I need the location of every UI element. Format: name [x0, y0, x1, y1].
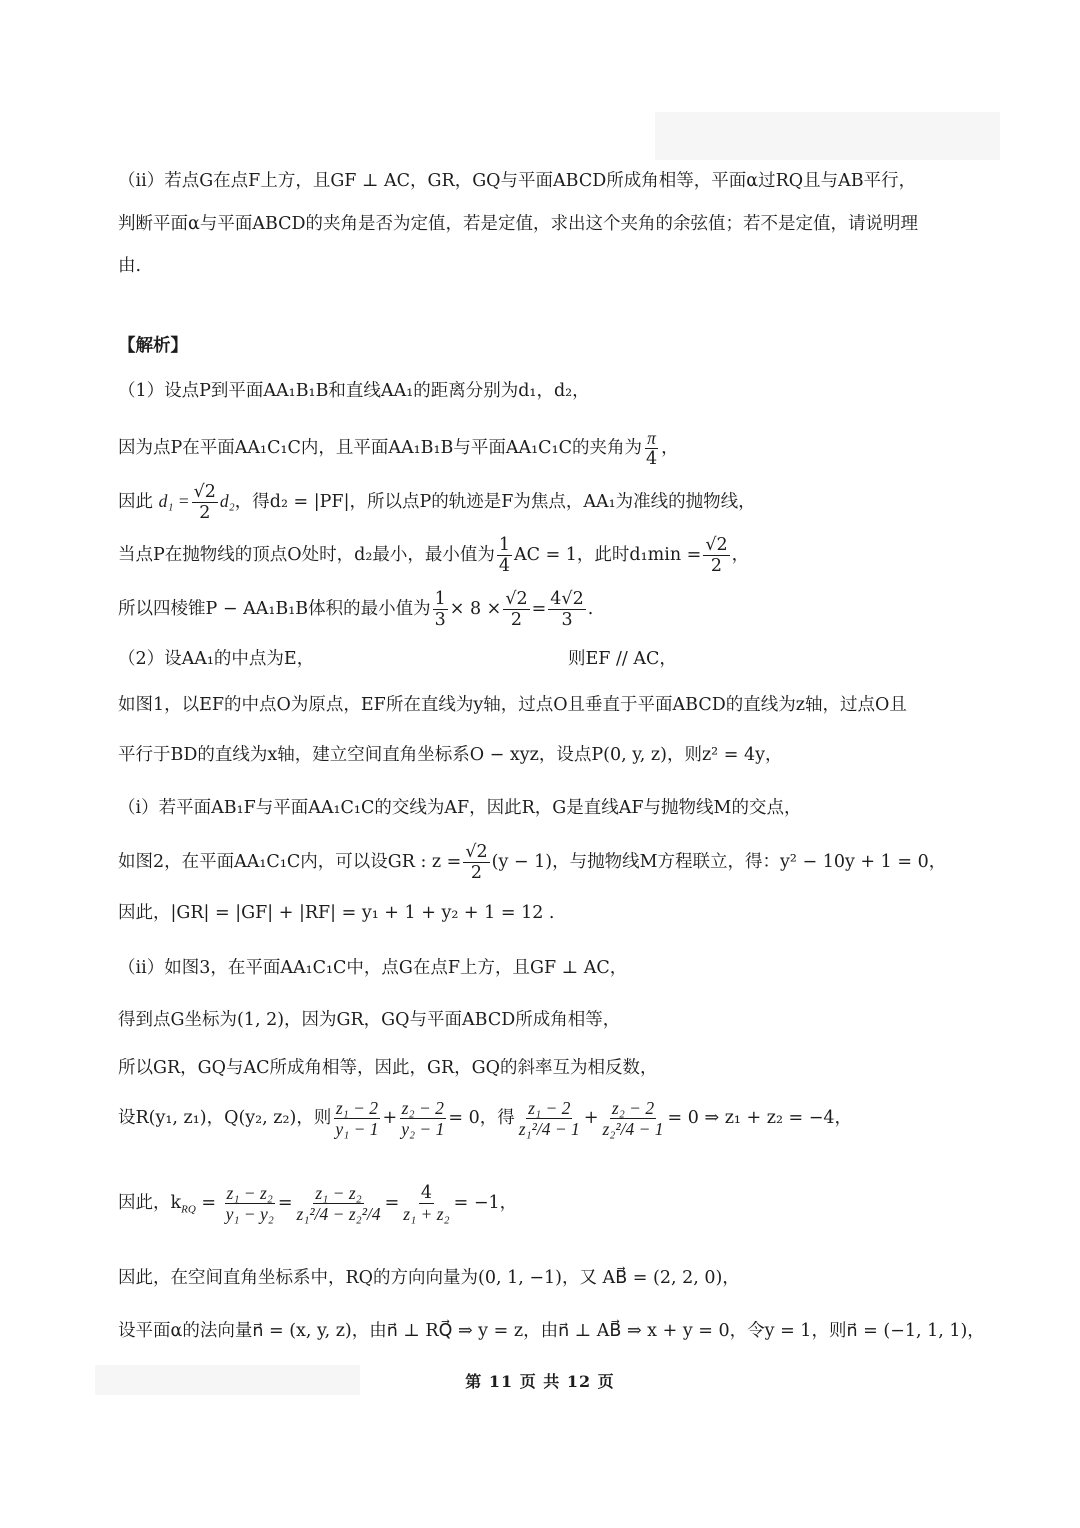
solution-line-15: 设R(y₁, z₁)，Q(y₂, z₂)，则 $\frac{\text{z₁ − 2}}{\text{y₁ − 1}}$ + $\frac{\text{z₂ − 2}}{\text{y₂ − 1}}$ = 0，得 $\frac{\text{z₁ − 2}}{\text{z₁²/4 − 1}}$ + $\frac{\text{z₂ − 2}}{\text{z₂²/4 − 1}}$ = 0 ⇒ z₁ + z₂ = −4， — [118, 1098, 853, 1139]
solution-line-3: 因此 d₁ = $\frac{√2}{2}$ d₂，得d₂ = |PF|，所以点P的轨迹是F为焦点，AA₁为准线的抛物线， — [118, 482, 756, 523]
solution-line-9: （i）若平面AB₁F与平面AA₁C₁C的交线为AF，因此R，G是直线AF与抛物线M的交点， — [118, 798, 802, 818]
solution-line-10: 如图2，在平面AA₁C₁C内，可以设GR : z = $\frac{√2}{2}$ (y − 1)，与抛物线M方程联立，得：y² − 10y + 1 = 0， — [118, 842, 947, 883]
solution-line-18: 设平面α的法向量n⃗ = (x, y, z)，由n⃗ ⊥ RQ⃗ ⇒ y = z，由n⃗ ⊥ AB⃗ ⇒ x + y = 0，令y = 1，则n⃗ = (−1, 1, 1)， — [118, 1321, 985, 1341]
solution-line-17: 因此，在空间直角坐标系中，RQ的方向向量为(0, 1, −1)，又 AB⃗ = (2, 2, 0)， — [118, 1268, 740, 1288]
fraction-1-over-3: $\frac{1}{3}$ — [434, 589, 446, 630]
fraction-sqrt2-over-2-d: $\frac{√2}{2}$ — [465, 842, 488, 883]
solution-heading: 【解析】 — [118, 336, 188, 356]
fraction-1-over-4: $\frac{1}{4}$ — [498, 535, 510, 576]
fraction-kRQ-2: $\frac{\text{z₁ − z₂}}{\text{z₁²/4 − z₂²/4}}$ — [296, 1183, 381, 1224]
fraction-z2m2-over-y2m1: $\frac{\text{z₂ − 2}}{\text{y₂ − 1}}$ — [401, 1098, 445, 1139]
scan-shade — [655, 112, 1000, 160]
solution-line-12: （ii）如图3，在平面AA₁C₁C中，点G在点F上方，且GF ⊥ AC， — [118, 958, 628, 978]
fraction-pi-over-4: $\frac{\pi}{4}$ — [645, 428, 658, 469]
problem-ii-line3: 由. — [118, 256, 142, 276]
fraction-kRQ-3: $\frac{4}{\text{z₁ + z₂}}$ — [403, 1183, 450, 1224]
solution-line-6b: 则EF // AC， — [568, 649, 677, 669]
solution-line-4: 当点P在抛物线的顶点O处时，d₂最小，最小值为 $\frac{1}{4}$ AC = 1，此时d₁min = $\frac{√2}{2}$ ， — [118, 535, 750, 576]
problem-ii-line1: （ii）若点G在点F上方，且GF ⊥ AC，GR，GQ与平面ABCD所成角相等，平面α过RQ且与AB平行， — [118, 171, 917, 191]
fraction-kRQ-1: $\frac{\text{z₁ − z₂}}{\text{y₁ − y₂}}$ — [225, 1183, 274, 1224]
solution-line-5: 所以四棱锥P − AA₁B₁B体积的最小值为 $\frac{1}{3}$ × 8 × $\frac{√2}{2}$ = $\frac{4√2}{3}$ . — [118, 589, 594, 630]
solution-line-11: 因此，|GR| = |GF| + |RF| = y₁ + 1 + y₂ + 1 = 12 . — [118, 903, 555, 923]
solution-line-13: 得到点G坐标为(1, 2)，因为GR，GQ与平面ABCD所成角相等， — [118, 1010, 621, 1030]
fraction-sqrt2-over-2-b: $\frac{√2}{2}$ — [705, 535, 728, 576]
solution-line-6a: （2）设AA₁的中点为E， — [118, 649, 315, 669]
page-footer: 第 11 页 共 12 页 — [465, 1372, 615, 1391]
solution-line-1: （1）设点P到平面AA₁B₁B和直线AA₁的距离分别为d₁，d₂， — [118, 381, 590, 401]
fraction-z1m2-over-y1m1: $\frac{\text{z₁ − 2}}{\text{y₁ − 1}}$ — [335, 1098, 379, 1139]
problem-ii-line2: 判断平面α与平面ABCD的夹角是否为定值，若是定值，求出这个夹角的余弦值；若不是定值，请说明理 — [118, 214, 919, 234]
fraction-sqrt2-over-2: $\frac{√2}{2}$ — [193, 482, 216, 523]
fraction-sqrt2-over-2-c: $\frac{√2}{2}$ — [505, 589, 528, 630]
solution-line-8: 平行于BD的直线为x轴，建立空间直角坐标系O − xyz，设点P(0, y, z)，则z² = 4y， — [118, 745, 783, 765]
solution-line-16: 因此，$k_{RQ}$ = $\frac{\text{z₁ − z₂}}{\text{y₁ − y₂}}$ = $\frac{\text{z₁ − z₂}}{\text{z₁²/4 − z₂²/4}}$ = $\frac{4}{\text{z₁ + z₂}}$ = −1， — [118, 1183, 518, 1224]
solution-line-2a: 因为点P在平面AA₁C₁C内，且平面AA₁B₁B与平面AA₁C₁C的夹角为 — [118, 438, 642, 458]
solution-line-14: 所以GR，GQ与AC所成角相等，因此，GR，GQ的斜率互为相反数， — [118, 1058, 658, 1078]
fraction-z2m2-over-z2sq: $\frac{\text{z₂ − 2}}{\text{z₂²/4 − 1}}$ — [602, 1098, 664, 1139]
fraction-4sqrt2-over-3: $\frac{4√2}{3}$ — [550, 589, 584, 630]
solution-line-7: 如图1，以EF的中点O为原点，EF所在直线为y轴，过点O且垂直于平面ABCD的直线为z轴，过点O且 — [118, 695, 907, 715]
fraction-z1m2-over-z1sq: $\frac{\text{z₁ − 2}}{\text{z₁²/4 − 1}}$ — [518, 1098, 580, 1139]
solution-line-2: 因为点P在平面AA₁C₁C内，且平面AA₁B₁B与平面AA₁C₁C的夹角为 $\frac{\pi}{4}$ ， — [118, 428, 679, 469]
